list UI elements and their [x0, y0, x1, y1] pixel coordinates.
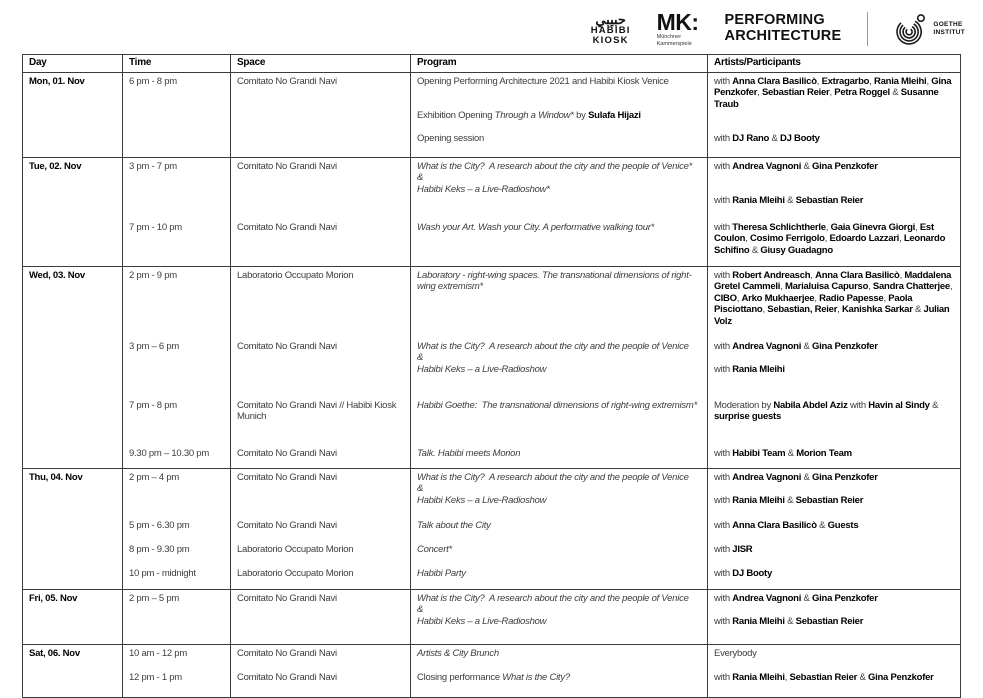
text-line: What is the City? A research about the city and the people of Venice — [417, 471, 689, 483]
day-cell: Sat, 06. Nov — [23, 645, 123, 697]
goethe-text-line1: GOETHE — [933, 20, 963, 28]
blank-line — [714, 172, 954, 184]
goethe-text-line2: INSTITUT — [933, 29, 965, 37]
text-line: & — [417, 604, 424, 615]
text-line: Habibi Keks – a Live-Radioshow — [417, 615, 547, 627]
text-line: What is the City? A research about the city and the people of Venice* — [417, 160, 693, 172]
artists-cell — [708, 267, 960, 338]
blank-line — [714, 184, 954, 196]
event-row — [123, 338, 960, 397]
text-line: Concert* — [417, 543, 452, 555]
artists-cell — [708, 565, 960, 589]
column-header-time: Time — [123, 55, 231, 72]
goethe-logo-text — [933, 21, 965, 37]
table-row — [23, 158, 960, 267]
column-header-program: Program — [411, 55, 708, 72]
time-cell: 2 pm – 5 pm — [123, 590, 231, 644]
day-cell: Tue, 02. Nov — [23, 158, 123, 266]
space-cell: Comitato No Grandi Navi — [231, 590, 411, 644]
time-cell: 12 pm - 1 pm — [123, 669, 231, 697]
blank-line — [417, 87, 701, 99]
space-cell: Comitato No Grandi Navi — [231, 73, 411, 157]
text-line: & — [417, 172, 424, 183]
program-cell — [411, 645, 708, 669]
time-cell: 7 pm - 10 pm — [123, 219, 231, 266]
space-cell: Laboratorio Occupato Morion — [231, 541, 411, 565]
blank-line — [714, 352, 954, 364]
text-line: Exhibition Opening Through a Window* by Sulafa Hijazi — [417, 110, 641, 121]
time-cell: 5 pm - 6.30 pm — [123, 517, 231, 541]
program-cell — [411, 338, 708, 397]
habibi-logo-line1: HABIBI — [590, 25, 631, 37]
program-cell — [411, 445, 708, 468]
artists-cell — [708, 397, 960, 445]
text-line: with DJ Booty — [714, 567, 772, 579]
space-cell: Comitato No Grandi Navi // Habibi Kiosk Munich — [231, 397, 411, 445]
blank-line — [417, 99, 701, 111]
table-row — [23, 267, 960, 469]
event-row — [123, 397, 960, 445]
habibi-kiosk-logo — [591, 13, 631, 45]
text-line: Talk. Habibi meets Morion — [417, 447, 521, 459]
text-line: with Andrea Vagnoni & Gina Penzkofer — [714, 592, 878, 604]
goethe-circles-icon — [894, 12, 928, 46]
event-row — [123, 541, 960, 565]
day-events — [123, 158, 960, 266]
space-cell: Comitato No Grandi Navi — [231, 219, 411, 266]
column-header-space: Space — [231, 55, 411, 72]
event-row — [123, 219, 960, 266]
day-cell: Mon, 01. Nov — [23, 73, 123, 157]
text-line: Laboratory - right-wing spaces. The transnational dimensions of right-wing extremism* — [417, 269, 692, 292]
time-cell: 10 pm - midnight — [123, 565, 231, 589]
column-header-day: Day — [23, 55, 123, 72]
column-header-artists: Artists/Participants — [714, 57, 801, 68]
day-cell: Thu, 04. Nov — [23, 469, 123, 589]
day-events — [123, 590, 960, 644]
program-cell — [411, 158, 708, 219]
schedule-rows — [23, 73, 960, 697]
time-cell: 8 pm - 9.30 pm — [123, 541, 231, 565]
text-line: with Anna Clara Basilicò, Extragarbo, Rania Mleihi, Gina Penzkofer, Sebastian Reier, Petra Roggel & Susanne Traub — [714, 75, 954, 110]
text-line: Moderation by Nabila Abdel Aziz with Havin al Sindy & surprise guests — [714, 399, 941, 422]
logo-strip — [591, 11, 965, 47]
space-cell: Comitato No Grandi Navi — [231, 469, 411, 517]
time-cell: 6 pm - 8 pm — [123, 73, 231, 157]
text-line: Wash your Art. Wash your City. A performative walking tour* — [417, 221, 655, 233]
space-cell: Comitato No Grandi Navi — [231, 517, 411, 541]
program-cell — [411, 517, 708, 541]
performing-architecture-line1: PERFORMING — [724, 12, 825, 29]
time-cell: 3 pm – 6 pm — [123, 338, 231, 397]
program-cell — [411, 73, 708, 157]
program-cell — [411, 541, 708, 565]
text-line: & — [417, 352, 424, 363]
day-cell: Wed, 03. Nov — [23, 267, 123, 468]
artists-cell — [708, 541, 960, 565]
space-cell: Comitato No Grandi Navi — [231, 338, 411, 397]
blank-line — [714, 483, 954, 495]
text-line: Habibi Keks – a Live-Radioshow* — [417, 183, 550, 195]
text-line: with Andrea Vagnoni & Gina Penzkofer — [714, 340, 878, 352]
time-cell: 2 pm - 9 pm — [123, 267, 231, 338]
blank-line — [417, 122, 701, 134]
artists-cell — [708, 590, 960, 644]
text-line: with Rania Mleihi & Sebastian Reier — [714, 615, 864, 627]
time-cell: 10 am - 12 pm — [123, 645, 231, 669]
text-line: & — [417, 483, 424, 494]
artists-cell — [708, 517, 960, 541]
schedule-table — [22, 54, 961, 698]
mk-sub-line2: Kammerspiele — [656, 40, 692, 47]
table-row — [23, 469, 960, 590]
text-line: Artists & City Brunch — [417, 647, 499, 659]
text-line: with Rania Mleihi & Sebastian Reier — [714, 494, 864, 506]
time-cell: 9.30 pm – 10.30 pm — [123, 445, 231, 468]
artists-cell — [708, 669, 960, 697]
text-line: with JISR — [714, 543, 753, 555]
mk-sub-line1: Münchner — [656, 34, 682, 40]
text-line: Habibi Keks – a Live-Radioshow — [417, 494, 547, 506]
table-row — [23, 73, 960, 158]
blank-line — [714, 110, 954, 122]
table-header-row — [23, 55, 960, 73]
text-line: with Andrea Vagnoni & Gina Penzkofer — [714, 471, 878, 483]
event-row — [123, 158, 960, 219]
artists-cell — [708, 338, 960, 397]
habibi-logo-line2: KIOSK — [592, 34, 629, 46]
artists-cell — [708, 158, 960, 219]
table-row — [23, 590, 960, 645]
muenchner-kammerspiele-logo — [657, 11, 699, 47]
performing-architecture-line2: ARCHITECTURE — [724, 28, 842, 45]
event-row — [123, 590, 960, 644]
program-cell — [411, 590, 708, 644]
space-cell: Comitato No Grandi Navi — [231, 445, 411, 468]
text-line: Opening session — [417, 133, 485, 144]
text-line: with Rania Mleihi, Sebastian Reier & Gina Penzkofer — [714, 671, 934, 683]
event-row — [123, 669, 960, 697]
text-line: Everybody — [714, 647, 757, 659]
day-cell: Fri, 05. Nov — [23, 590, 123, 644]
text-line: Opening Performing Architecture 2021 and Habibi Kiosk Venice — [417, 75, 669, 87]
event-row — [123, 73, 960, 157]
text-line: with Rania Mleihi & Sebastian Reier — [714, 195, 864, 206]
text-line: What is the City? A research about the city and the people of Venice — [417, 592, 689, 604]
goethe-institut-logo — [894, 12, 965, 46]
program-cell — [411, 469, 708, 517]
logo-divider — [867, 12, 868, 46]
text-line: with Robert Andreasch, Anna Clara Basilicò, Maddalena Gretel Cammeli, Marialuisa Capurso, Sandra Chatterjee, CIBO, Arko Mukhaerjee, Radio Papesse, Paola Pisciottano, Sebastian, Reier, Kanishka Sarkar & Julian Volz — [714, 269, 955, 327]
program-cell — [411, 669, 708, 697]
day-events — [123, 645, 960, 697]
event-row — [123, 267, 960, 338]
artists-cell — [708, 73, 960, 157]
text-line: with Andrea Vagnoni & Gina Penzkofer — [714, 160, 878, 172]
space-cell: Laboratorio Occupato Morion — [231, 565, 411, 589]
event-row — [123, 445, 960, 468]
day-events — [123, 73, 960, 157]
space-cell: Comitato No Grandi Navi — [231, 645, 411, 669]
blank-line — [714, 122, 954, 134]
text-line: Habibi Goethe: The transnational dimensions of right-wing extremism* — [417, 399, 698, 411]
habibi-arabic-text: حبيبي — [595, 12, 626, 28]
text-line: Habibi Party — [417, 567, 466, 579]
time-cell: 2 pm – 4 pm — [123, 469, 231, 517]
text-line: What is the City? A research about the city and the people of Venice — [417, 340, 689, 352]
space-cell: Laboratorio Occupato Morion — [231, 267, 411, 338]
artists-cell — [708, 469, 960, 517]
program-cell — [411, 219, 708, 266]
text-line: with Rania Mleihi — [714, 363, 785, 375]
text-line: with Habibi Team & Morion Team — [714, 447, 852, 459]
program-cell — [411, 565, 708, 589]
event-row — [123, 517, 960, 541]
text-line: Closing performance What is the City? — [417, 671, 570, 683]
text-line: with DJ Rano & DJ Booty — [714, 133, 820, 144]
table-row — [23, 645, 960, 697]
text-line: Talk about the City — [417, 519, 491, 531]
time-cell: 7 pm - 8 pm — [123, 397, 231, 445]
program-cell — [411, 267, 708, 338]
program-cell — [411, 397, 708, 445]
performing-architecture-logo — [725, 13, 842, 45]
event-row — [123, 469, 960, 517]
time-cell: 3 pm - 7 pm — [123, 158, 231, 219]
event-row — [123, 565, 960, 589]
artists-cell — [708, 219, 960, 266]
artists-cell — [708, 445, 960, 468]
space-cell: Comitato No Grandi Navi — [231, 669, 411, 697]
text-line: with Anna Clara Basilicò & Guests — [714, 519, 859, 531]
day-events — [123, 267, 960, 468]
day-events — [123, 469, 960, 589]
mk-mark: MK: — [656, 9, 699, 35]
text-line: Habibi Keks – a Live-Radioshow — [417, 363, 547, 375]
space-cell: Comitato No Grandi Navi — [231, 158, 411, 219]
blank-line — [714, 604, 954, 616]
artists-cell — [708, 645, 960, 669]
text-line: with Theresa Schlichtherle, Gaia Ginevra Giorgi, Est Coulon, Cosimo Ferrigolo, Edoardo Lazzari, Leonardo Schifino & Giusy Guadagno — [714, 221, 948, 256]
event-row — [123, 645, 960, 669]
